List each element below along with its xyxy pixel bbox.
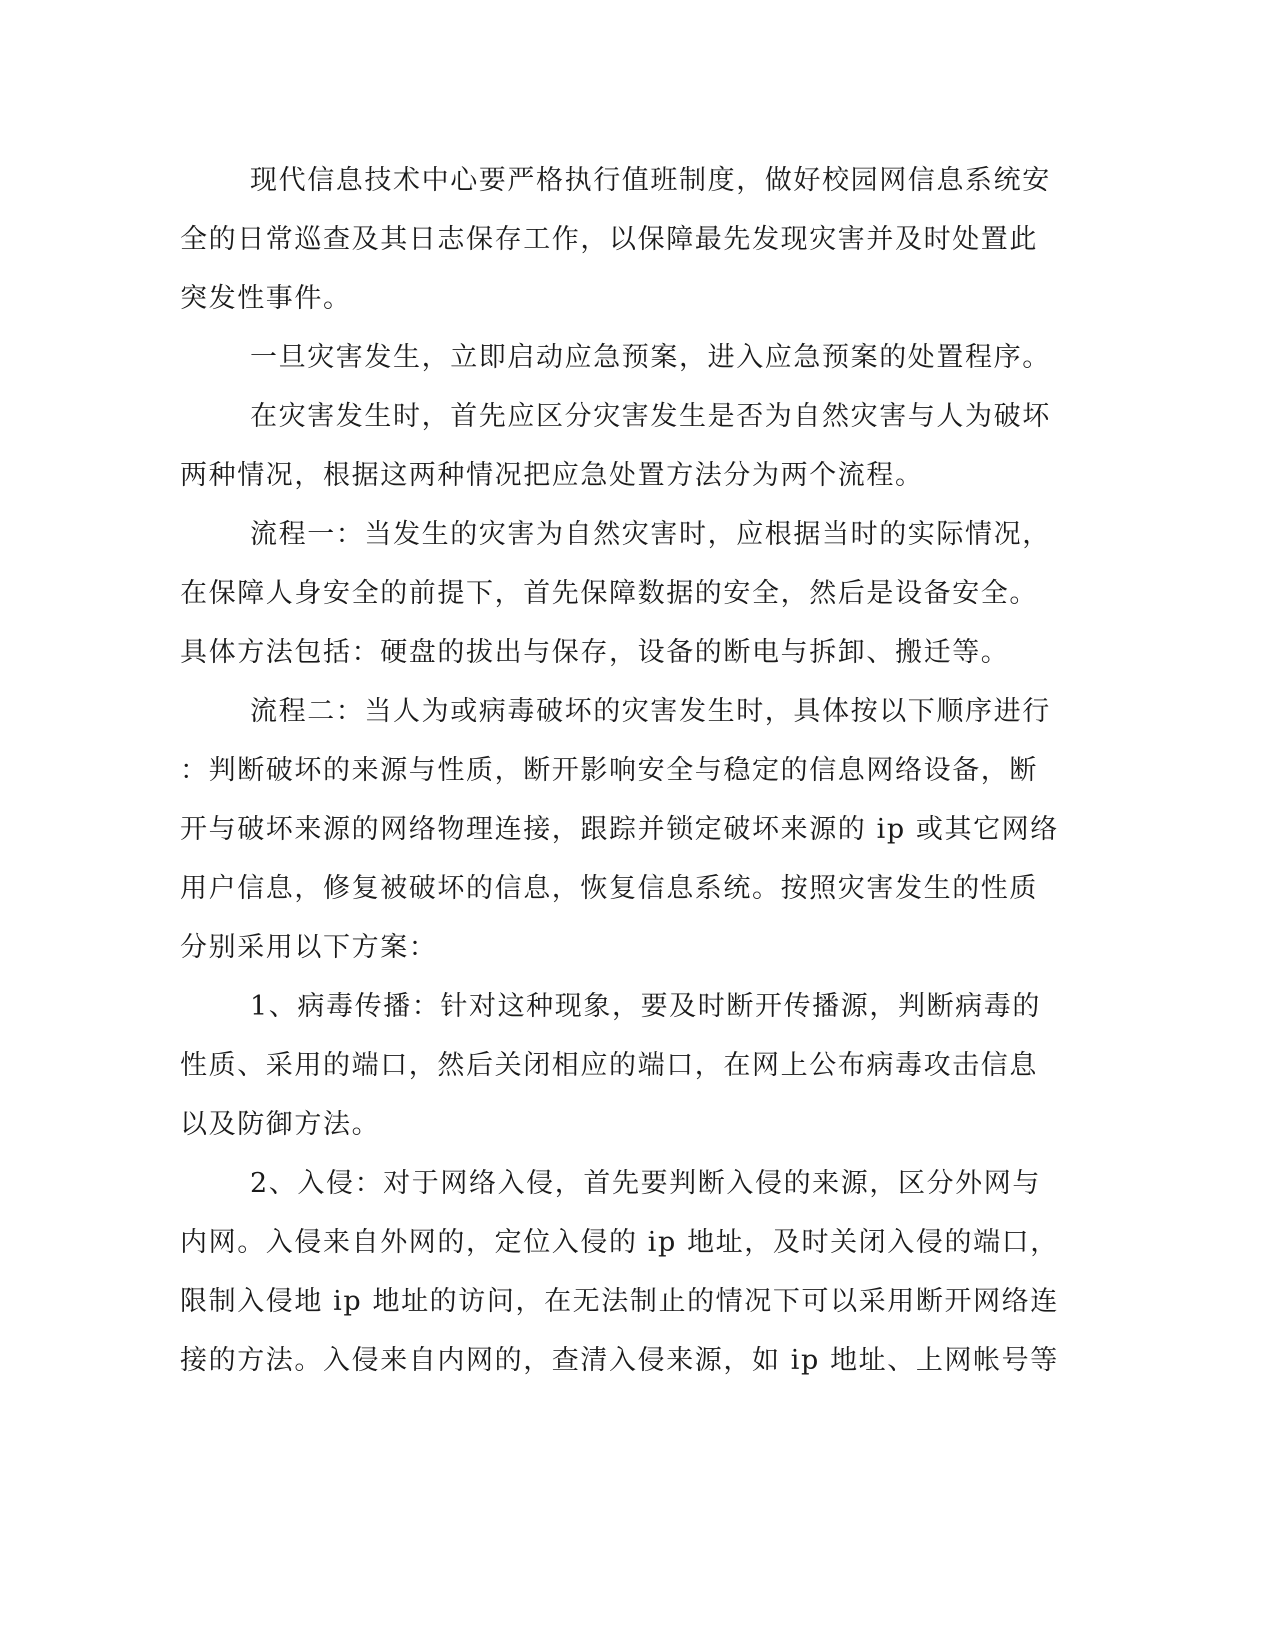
text-line: 开与破坏来源的网络物理连接，跟踪并锁定破坏来源的 ip 或其它网络 (180, 814, 1059, 845)
text-line: 全的日常巡查及其日志保存工作，以保障最先发现灾害并及时处置此 (180, 224, 1038, 255)
text-line: 突发性事件。 (180, 283, 352, 314)
text-line: 内网。入侵来自外网的，定位入侵的 ip 地址，及时关闭入侵的端口， (180, 1227, 1059, 1258)
text-line: 在灾害发生时，首先应区分灾害发生是否为自然灾害与人为破坏 (250, 401, 1051, 432)
text-line: 一旦灾害发生，立即启动应急预案，进入应急预案的处置程序。 (250, 342, 1051, 373)
text-line: 1、病毒传播：针对这种现象，要及时断开传播源，判断病毒的 (250, 991, 1041, 1022)
text-line: 现代信息技术中心要严格执行值班制度，做好校园网信息系统安 (250, 165, 1051, 196)
text-line: 性质、采用的端口，然后关闭相应的端口，在网上公布病毒攻击信息 (180, 1050, 1038, 1081)
text-line: 流程二：当人为或病毒破坏的灾害发生时，具体按以下顺序进行 (250, 696, 1051, 727)
text-line: 限制入侵地 ip 地址的访问，在无法制止的情况下可以采用断开网络连 (180, 1286, 1059, 1317)
text-line: 两种情况，根据这两种情况把应急处置方法分为两个流程。 (180, 460, 924, 491)
text-line: 以及防御方法。 (180, 1109, 381, 1140)
text-line: 在保障人身安全的前提下，首先保障数据的安全，然后是设备安全。 (180, 578, 1038, 609)
text-line: 接的方法。入侵来自内网的，查清入侵来源，如 ip 地址、上网帐号等 (180, 1345, 1059, 1376)
text-line: 具体方法包括：硬盘的拔出与保存，设备的断电与拆卸、搬迁等。 (180, 637, 1010, 668)
text-line: 用户信息，修复被破坏的信息，恢复信息系统。按照灾害发生的性质 (180, 873, 1038, 904)
text-line: 2、入侵：对于网络入侵，首先要判断入侵的来源，区分外网与 (250, 1168, 1041, 1199)
text-line: ：判断破坏的来源与性质，断开影响安全与稳定的信息网络设备，断 (180, 755, 1038, 786)
text-line: 分别采用以下方案： (180, 932, 438, 963)
text-line: 流程一：当发生的灾害为自然灾害时，应根据当时的实际情况， (250, 519, 1051, 550)
